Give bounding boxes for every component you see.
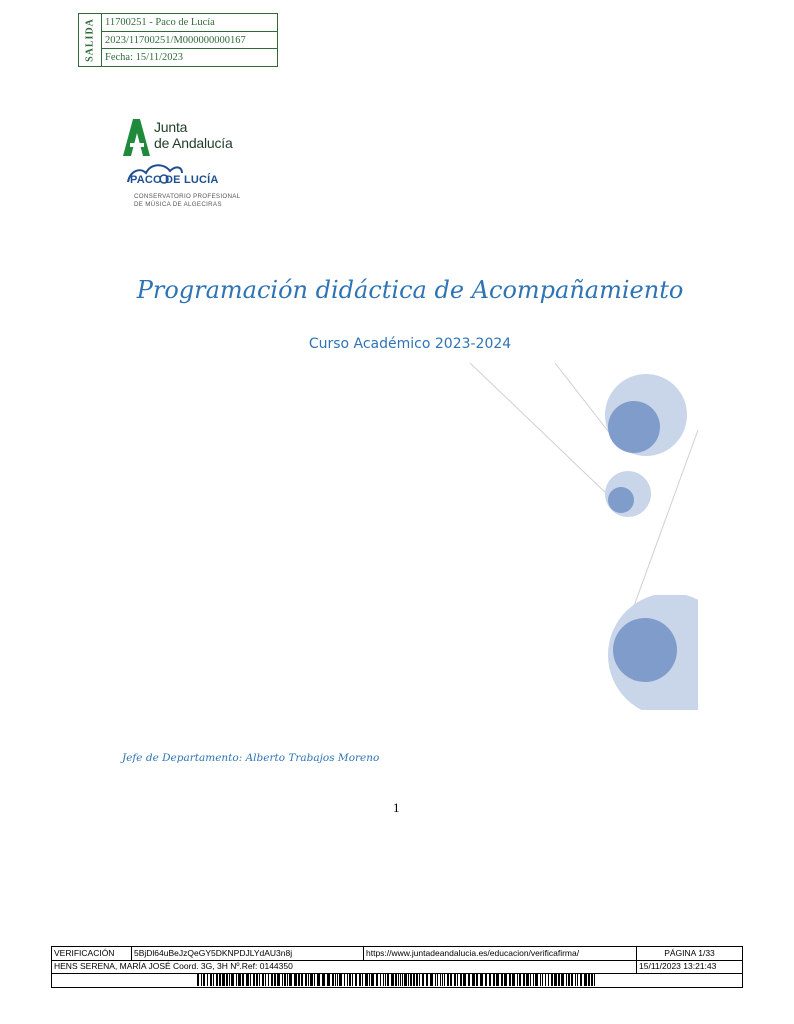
stamp-rows xyxy=(102,14,277,66)
barcode-icon xyxy=(197,974,599,986)
stamp-salida-label: SALIDA xyxy=(84,18,96,62)
decor-line-3 xyxy=(630,430,698,617)
stamp-reference-row: 2023/11700251/M000000000167 xyxy=(102,32,277,50)
document-title: Programación didáctica de Acompañamiento xyxy=(136,276,684,304)
verification-row-3 xyxy=(52,973,742,987)
conservatory-subtitle xyxy=(134,193,240,208)
decor-line-2 xyxy=(555,363,615,440)
junta-line-1: Junta xyxy=(154,119,188,135)
registry-stamp xyxy=(78,13,278,67)
junta-text xyxy=(154,119,233,151)
conservatory-line-1: CONSERVATORIO PROFESIONAL xyxy=(134,193,241,200)
verification-page: PÁGINA 1/33 xyxy=(664,948,715,958)
verification-label: VERIFICACIÓN xyxy=(52,947,132,960)
signer-info: HENS SERENA, MARÍA JOSÉ Coord. 3G, 3H Nº.Ref: 0144350 xyxy=(52,960,637,973)
verification-row-1 xyxy=(52,947,742,961)
signature-datetime: 15/11/2023 13:21:43 xyxy=(639,961,717,971)
junta-line-2: de Andalucía xyxy=(154,135,233,151)
verification-url[interactable]: https://www.juntadeandalucia.es/educacion/verificafirma/ xyxy=(364,947,637,960)
page-number: 1 xyxy=(393,800,400,815)
conservatory-line-2: DE MÚSICA DE ALGECIRAS xyxy=(134,200,222,208)
bottom-circle-inner xyxy=(613,618,677,682)
conservatory-name: PACO DE LUCÍA xyxy=(130,174,219,186)
stamp-date-row: Fecha: 15/11/2023 xyxy=(105,52,184,64)
large-circle-inner xyxy=(608,401,660,453)
stamp-side-label xyxy=(79,14,102,66)
department-head: Jefe de Departamento: Alberto Trabajos Moreno xyxy=(122,752,380,764)
junta-andalucia-logo xyxy=(120,115,260,215)
stamp-center-row: 11700251 - Paco de Lucía xyxy=(102,14,277,32)
decorative-circles xyxy=(440,355,710,715)
document-subtitle: Curso Académico 2023-2024 xyxy=(308,336,512,352)
small-circle-inner xyxy=(608,487,634,513)
verification-row-2 xyxy=(52,960,742,974)
verification-box xyxy=(51,946,743,988)
verification-code: 5BjDl64uBeJzQeGY5DKNPDJLYdAU3n8j xyxy=(132,947,364,960)
decor-line-1 xyxy=(470,363,608,495)
